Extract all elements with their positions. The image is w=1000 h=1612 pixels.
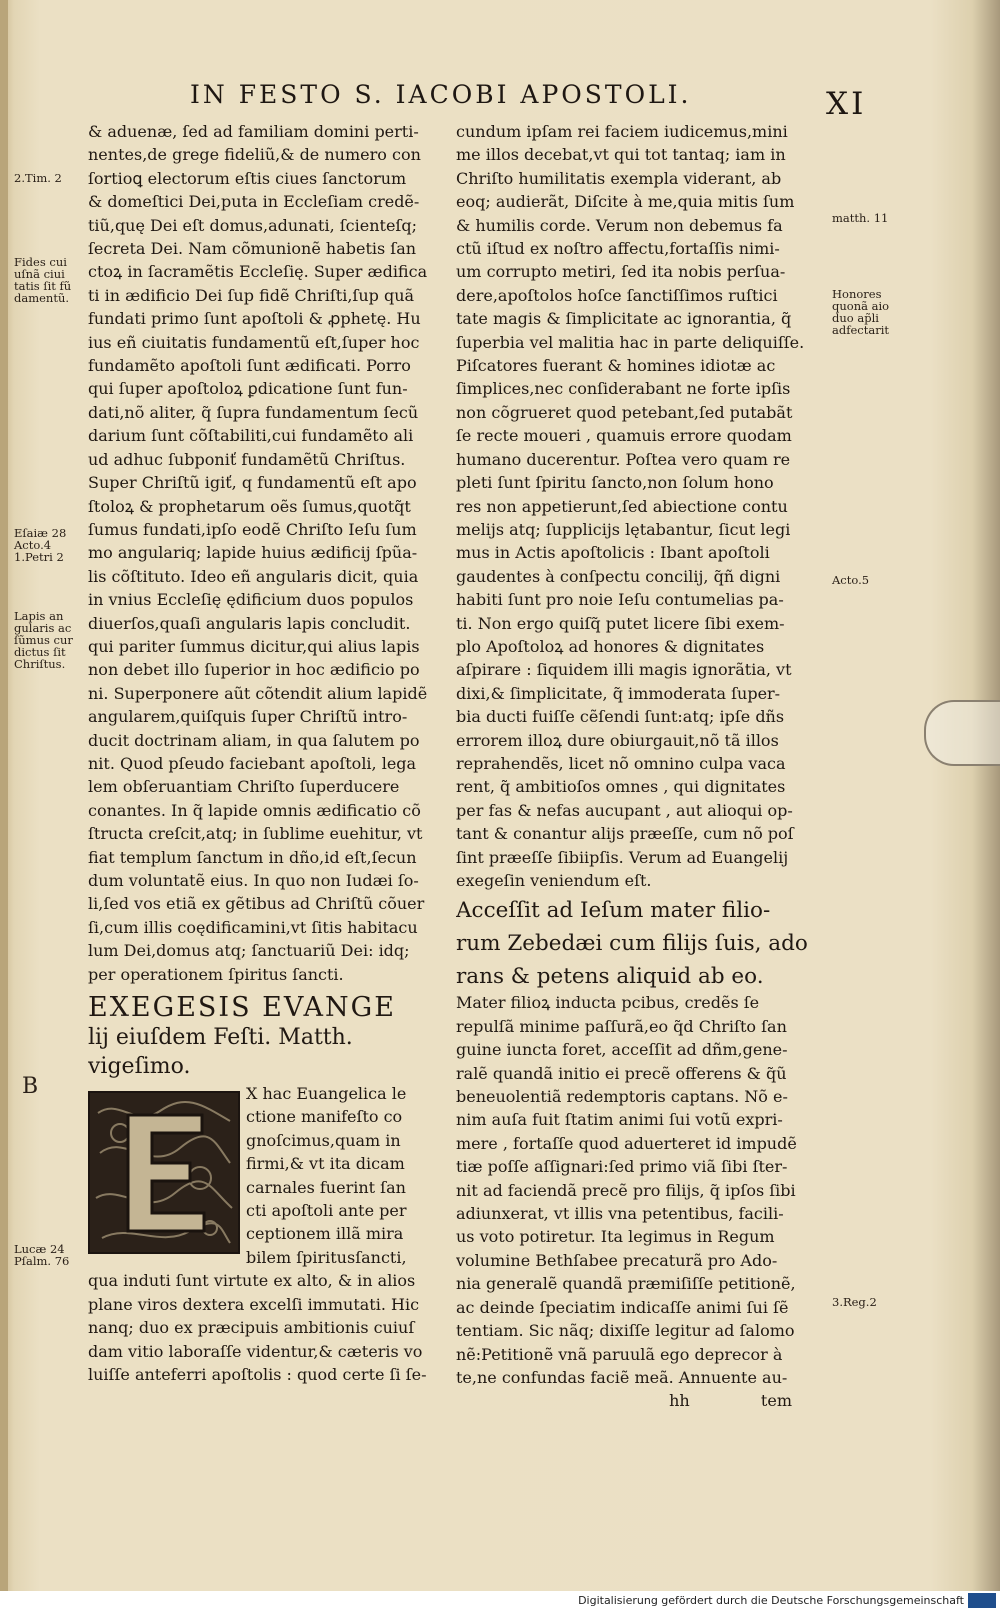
text-line: melijs atq; ſupplicijs lętabantur, ſicut legi (456, 519, 791, 539)
text-line: lum Dei,domus atq; ſanctuariũ Dei: idq; (88, 941, 410, 961)
text-line: lem obſeruantiam Chriſto ſuperducere (88, 777, 400, 797)
text-line: ti in ædificio Dei ſup fidẽ Chriſti,ſup quã (88, 285, 415, 305)
text-line: ſtructa creſcit,atq; in ſublime euehitur, vt (88, 824, 423, 844)
text-line: lis cõſtituto. Ideo eñ angularis dicit, quia (88, 566, 419, 586)
text-line: luiſſe anteferri apoſtolis : quod certe ſi ſe- (88, 1364, 427, 1384)
text-line: te,ne confundas faciẽ meã. Annuente au- (456, 1367, 788, 1387)
text-line: tentiam. Sic nãq; dixiſſe legitur ad ſalomo (456, 1321, 795, 1341)
text-line: firmi,& vt ita dicam (246, 1154, 405, 1174)
text-line: diuerſos,quaſi angularis lapis concludit. (88, 613, 411, 633)
text-line: ud adhuc ſubponiť fundamẽtũ Chriſtus. (88, 449, 406, 469)
text-line: nia generalẽ quandã præmiſiſſe petitionẽ, (456, 1274, 796, 1294)
text-line: qua induti ſunt virtute ex alto, & in alios (88, 1271, 416, 1291)
text-line: in vnius Eccleſię ędificium duos populos (88, 590, 414, 610)
text-line: ni. Superponere aũt cõtendit alium lapidẽ (88, 683, 428, 703)
text-line: ctoꝝ in ſacramẽtis Eccleſię. Super ædifica (88, 262, 428, 282)
text-line: Super Chriſtũ igiť, q fundamentũ eſt apo (88, 473, 417, 493)
section-marker: B (22, 1074, 39, 1099)
margin-note-tim: 2.Tim. 2 (14, 171, 62, 185)
text-line: nẽ:Petitionẽ vnã paruulã ego deprecor à (456, 1344, 783, 1364)
text-line: non cõgrueret quod petebant,ſed putabãt (456, 402, 793, 422)
footer-credit: Digitalisierung gefördert durch die Deutsche Forschungsgemeinschaft (578, 1594, 964, 1607)
text-line: errorem illoꝝ dure obiurgauit,nõ tã illos (456, 730, 779, 750)
text-line: & humilis corde. Verum non debemus fa (456, 215, 783, 235)
text-line: Mater filioꝝ inducta pcibus, credẽs ſe (456, 993, 760, 1013)
text-line: dati,nõ aliter, q̃ ſupra fundamentum ſecũ (88, 402, 419, 422)
text-line: nit. Quod pſeudo faciebant apoſtoli, lega (88, 753, 417, 773)
right-column-text (456, 120, 812, 892)
text-line: ti. Non ergo quiſq̃ putet licere ſibi exem- (456, 613, 785, 633)
text-line: ſuperbia vel malitia hac in parte deliquiſſe. (456, 332, 805, 352)
text-line: plane viros dextera excelſi immutati. Hic (88, 1294, 420, 1314)
catchword-word: tem (760, 1391, 792, 1411)
text-line: ac deinde ſpeciatim indicaſſe animi ſui ſẽ (456, 1297, 789, 1317)
lemma-line: rans & petens aliquid ab eo. (456, 964, 764, 990)
text-line: & aduenæ, ſed ad familiam domini perti- (88, 122, 419, 141)
text-line: fiat templum ſanctum in dño,id eſt,ſecun (88, 847, 417, 867)
text-line: fundamẽto apoſtoli ſunt ædificati. Porro (88, 356, 411, 376)
text-line: ctione manifeſto co (246, 1107, 403, 1127)
text-line: li,ſed vos etiã ex gẽtibus ad Chriſtũ cõuer (88, 894, 425, 914)
decorated-initial-e (88, 1091, 240, 1254)
text-line: eoq; audierãt, Diſcite à me,quia mitis ſum (456, 192, 795, 212)
margin-note-reg: 3.Reg.2 (832, 1295, 877, 1309)
text-line: cti apoſtoli ante per (246, 1201, 407, 1221)
text-line: qui ſuper apoſtoloꝝ ꝑdicatione ſunt fun- (88, 379, 408, 399)
margin-note-matth: matth. 11 (832, 211, 889, 225)
text-line: volumine Bethſabee precaturã pro Ado- (456, 1250, 778, 1270)
text-line: ctũ iſtud ex noſtro affectu,fortaſſis nimi- (456, 239, 780, 259)
text-line: ſimplices,nec conſiderabant ne forte ipſis (456, 379, 791, 399)
footer-bar (0, 1591, 1000, 1612)
text-line: ſortioꝗ electorum eſtis ciues ſanctorum (88, 168, 407, 188)
text-line: nentes,de grege fideliũ,& de numero con (88, 145, 421, 165)
text-line: tant & conantur alijs præeſſe, cum nõ poſ (456, 824, 794, 844)
text-line: um corrupto metiri, ſed ita nobis perſua- (456, 262, 786, 282)
text-line: beneuolentiã redemptoris captans. Nõ e- (456, 1087, 788, 1107)
text-line: tiæ poſſe aſſignari:ſed primo viã ſibi ſter- (456, 1157, 788, 1177)
text-line: per fas & nefas aucupant , aut alioqui op- (456, 800, 793, 820)
text-line: ralẽ quandã initio ei precẽ offerens & q̃ũ (456, 1063, 787, 1083)
text-line: Piſcatores fuerant & homines idiotæ ac (456, 356, 776, 376)
margin-note-acto: Acto.5 (832, 573, 870, 587)
text-line: mere , fortaſſe quod aduerteret id impudẽ (456, 1133, 797, 1153)
text-line: dixi,& ſimplicitate, q̃ immoderata ſuper- (456, 683, 781, 703)
text-line: dum voluntatẽ eius. In quo non Iudæi ſo- (88, 871, 419, 890)
margin-note-lucae: Lucæ 24 Pſalm. 76 (14, 1242, 70, 1268)
text-line: reprahendẽs, licet nõ omnino culpa vaca (456, 753, 786, 773)
text-line: ſumus fundati,ipſo eodẽ Chriſto Ieſu ſum (88, 519, 417, 539)
text-line: us voto potiretur. Ita legimus in Regum (456, 1227, 775, 1247)
text-line: mus in Actis apoſtolicis : Ibant apoſtoli (456, 543, 770, 563)
text-line: non debet illo ſuperior in hoc ædificio po (88, 660, 420, 680)
text-line: ſint præeſſe ſibiipſis. Verum ad Euangelij (456, 847, 789, 867)
text-line: & domeſtici Dei,puta in Eccleſiam credẽ- (88, 192, 420, 212)
text-line: bia ducti fuiſſe cẽſendi ſunt:atq; ipſe dñs (456, 707, 785, 727)
text-line: nanq; duo ex præcipuis ambitionis cuiuſ (88, 1318, 415, 1338)
exegesis-heading-line2: lij eiuſdem Feſti. Matth. (88, 1025, 353, 1051)
text-line: ſtoloꝝ & prophetarum oẽs ſumus,quotq̃t (88, 496, 411, 516)
right-column (456, 120, 812, 1413)
text-line: ducit doctrinam aliam, in qua ſalutem po (88, 730, 420, 750)
text-line: X hac Euangelica le (246, 1084, 407, 1104)
text-line: ius eñ ciuitatis fundamentũ eſt,ſuper hoc (88, 332, 420, 352)
text-line: me illos decebat,vt qui tot tantaq; iam in (456, 145, 786, 165)
text-line: qui pariter ſummus dicitur,qui alius lapis (88, 636, 420, 656)
text-line: carnales fuerint ſan (246, 1177, 406, 1197)
text-line: pleti ſunt ſpiritu ſancto,non ſolum hono (456, 473, 774, 493)
catchword (456, 1389, 812, 1412)
page-clip (924, 700, 1000, 766)
page-gutter (0, 0, 8, 1612)
text-line: per operationem ſpiritus ſancti. (88, 964, 344, 984)
text-line: aſpirare : ſiquidem illi magis ignorãtia, vt (456, 660, 792, 680)
text-line: nit ad faciendã precẽ pro filijs, q̃ ipſos ſibi (456, 1180, 796, 1200)
margin-note-honores: Honores quonã aio duo ap̃li adfectarit (832, 287, 890, 337)
margin-note-esaiae: Eſaiæ 28 Acto.4 1.Petri 2 (14, 526, 67, 564)
margin-note-lapis: Lapis an gularis ac ſũmus cur dictus ſit Chriſtus. (14, 609, 73, 671)
text-line: Chriſto humilitatis exempla viderant, ab (456, 168, 782, 188)
text-line: gnoſcimus,quam in (246, 1130, 401, 1150)
text-line: humano ducerentur. Poſtea vero quam re (456, 449, 791, 469)
text-line: rent, q̃ ambitioſos omnes , qui dignitates (456, 777, 786, 797)
signature-mark: hh (669, 1391, 690, 1411)
text-line: dam vitio laboraſſe videntur,& cæteris vo (88, 1341, 423, 1361)
text-line: plo Apoſtoloꝝ ad honores & dignitates (456, 636, 765, 656)
margin-note-fides: Fides cui uſnã ciui tatis ſit fũ damentũ. (14, 255, 72, 305)
right-column-text-after-lemma (456, 991, 812, 1389)
text-line: dere,apoſtolos hoſce ſanctiſſimos ruſtici (456, 285, 778, 305)
folio-number: XI (826, 86, 867, 122)
text-line: res non appetierunt,ſed abiectione contu (456, 496, 788, 516)
text-line: guine iuncta foret, acceſſit ad dñm,gene- (456, 1040, 788, 1060)
text-line: adiunxerat, vt illis vna petentibus, facili- (456, 1204, 784, 1224)
exegesis-heading-line3: vigeſimo. (88, 1054, 191, 1080)
text-line: tiũ,quę Dei eſt domus,adunati, ſcienteſq; (88, 215, 417, 235)
text-line: tate magis & ſimplicitate ac ignorantia, q̃ (456, 309, 792, 329)
lemma-line: Acceſſit ad Ieſum mater filio- (456, 898, 771, 924)
text-line: conantes. In q̃ lapide omnis ædificatio cõ (88, 800, 421, 820)
left-column-text (88, 120, 438, 986)
text-line: bilem ſpiritusſancti, (246, 1247, 407, 1267)
text-line: fundati primo ſunt apoſtoli & ꝓphetę. Hu (88, 309, 421, 329)
text-line: darium ſunt cõſtabiliti,cui fundamẽto ali (88, 426, 414, 446)
gospel-lemma (456, 896, 812, 991)
dfg-logo (968, 1593, 996, 1608)
text-line: ceptionem illã mira (246, 1224, 404, 1244)
text-line: ſe recte moueri , quamuis errore quodam (456, 426, 792, 446)
exegesis-heading-line1: EXEGESIS EVANGE (88, 992, 396, 1024)
lemma-line: rum Zebedæi cum filijs ſuis, ado (456, 931, 808, 957)
text-line: mo angulariq; lapide huius ædificij ſpũa- (88, 543, 418, 563)
text-line: habiti ſunt pro noie Ieſu contumelias pa- (456, 590, 784, 610)
text-line: repulſã minime paſſurã,eo q̃d Chriſto ſan (456, 1016, 787, 1036)
running-head: IN FESTO S. IACOBI APOSTOLI. (190, 80, 692, 109)
text-line: ſecreta Dei. Nam cõmunionẽ habetis ſan (88, 239, 417, 259)
text-line: cundum ipſam rei faciem iudicemus,mini (456, 122, 788, 141)
text-line: gaudentes à conſpectu concilij, q̃ñ digni (456, 566, 781, 586)
text-line: exegeſin veniendum eſt. (456, 871, 652, 890)
text-line: nim auſa fuit ſtatim animi ſui votũ expri- (456, 1110, 783, 1130)
text-line: ſi,cum illis coędificamini,vt ſitis habitacu (88, 917, 418, 937)
text-line: angularem,quiſquis ſuper Chriſtũ intro- (88, 707, 408, 727)
